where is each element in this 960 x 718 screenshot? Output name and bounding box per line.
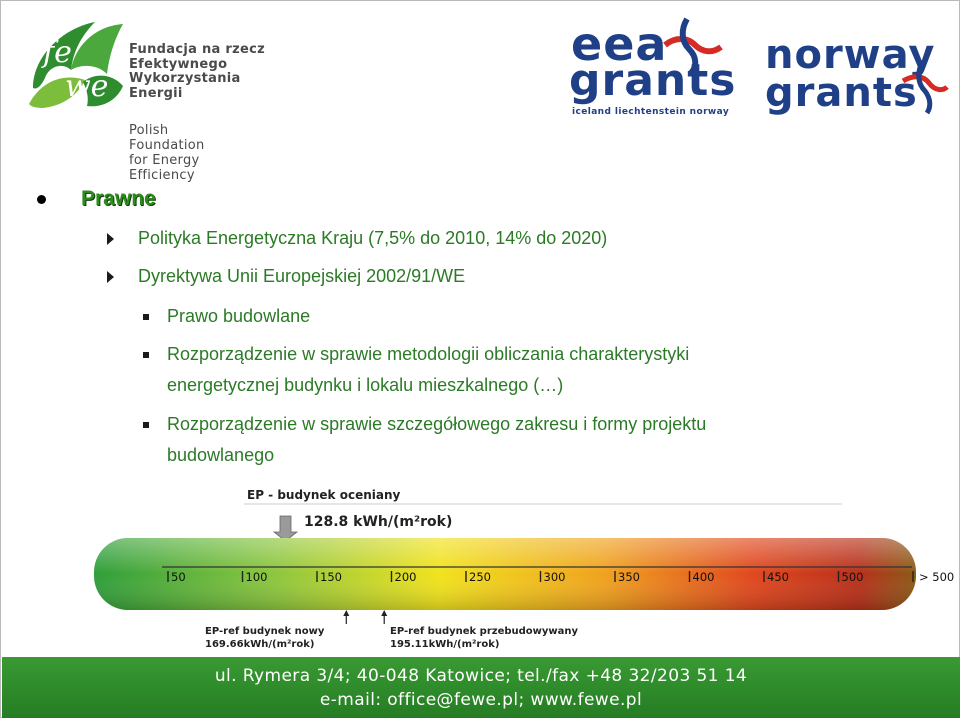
ep-tick-label: > 500 (919, 570, 955, 584)
list-item-text: Dyrektywa Unii Europejskiej 2002/91/WE (138, 266, 466, 286)
ep-ref-rebuilt-label: EP-ref budynek przebudowywany (390, 626, 579, 637)
svg-text:we: we (65, 69, 109, 104)
ep-tick-label: 500 (841, 570, 864, 584)
fewe-name-pl (129, 43, 265, 101)
arrow-bullet-icon (107, 233, 114, 245)
list-item-text: Polityka Energetyczna Kraju (7,5% do 2010, 14% do 2020) (138, 228, 608, 248)
ep-tick-label: 50 (171, 570, 186, 584)
ep-ref-arrowhead-icon (381, 610, 387, 616)
ep-scale-graphic (82, 488, 955, 657)
square-bullet-icon (143, 352, 149, 358)
footer-contact: e-mail: office@fewe.pl; www.fewe.pl (319, 690, 643, 710)
ep-title: EP - budynek oceniany (247, 488, 401, 502)
eea-grants-word: grants (569, 55, 737, 106)
ep-scale-bar-shade (94, 538, 916, 610)
bullet-icon (37, 195, 46, 204)
footer-address: ul. Rymera 3/4; 40-048 Katowice; tel./fax +48 32/203 51 14 (214, 666, 748, 686)
fewe-logo-icon (23, 16, 128, 111)
sub-list-item-text: energetycznej budynku i lokalu mieszkalnego (…) (167, 375, 564, 395)
ep-tick-label: 100 (245, 570, 268, 584)
norway-swoosh-icon (901, 59, 949, 115)
square-bullet-icon (143, 314, 149, 320)
ep-tick-label: 400 (692, 570, 715, 584)
list-item (107, 228, 607, 249)
ep-value-marker-icon (274, 516, 297, 541)
heading-row (37, 187, 156, 211)
fewe-name-en-line: Efficiency (129, 168, 195, 183)
fewe-name-pl-line: Efektywnego (129, 56, 228, 72)
ep-value-label: 128.8 kWh/(m²rok) (304, 514, 453, 530)
sub-list-item (143, 339, 689, 401)
eea-swoosh-icon (661, 15, 723, 75)
ep-ref-new-label: EP-ref budynek nowy (205, 626, 325, 637)
ep-tick-label: 300 (543, 570, 566, 584)
norway-grants-word: grants (765, 70, 918, 116)
slide-heading: Prawne (81, 187, 156, 210)
ep-tick-label: 250 (469, 570, 491, 584)
ep-tick-label: 150 (320, 570, 342, 584)
fewe-name-en-line: Polish (129, 123, 169, 138)
square-bullet-icon (143, 422, 149, 428)
sub-list-item-text: Prawo budowlane (167, 306, 311, 326)
svg-text:fe: fe (43, 35, 72, 70)
fewe-name-en-line: for Energy (129, 153, 200, 168)
sub-list-item (143, 301, 310, 332)
sub-list-item (143, 409, 706, 471)
ep-ref-arrowhead-icon (343, 610, 349, 616)
eea-subtitle: iceland liechtenstein norway (572, 107, 730, 117)
norway-word: norway (765, 32, 936, 78)
fewe-name-pl-line: Fundacja na rzecz (129, 42, 266, 57)
list-item (107, 266, 465, 287)
ep-ref-new-value: 169.66kWh/(m²rok) (205, 639, 315, 650)
footer (2, 657, 960, 718)
fewe-name-en (129, 123, 205, 183)
fewe-name-pl-line: Wykorzystania (129, 71, 241, 86)
sub-list-item-text: budowlanego (167, 445, 275, 465)
ep-ref-rebuilt-value: 195.11kWh/(m²rok) (390, 639, 500, 650)
fewe-name-pl-line: Energii (129, 85, 183, 101)
sub-list-item-text: Rozporządzenie w sprawie metodologii obliczania charakterystyki (167, 344, 690, 364)
ep-scale-svg (82, 488, 955, 657)
arrow-bullet-icon (107, 271, 114, 283)
ep-reference-markers (343, 610, 387, 624)
ep-tick-label: 450 (767, 570, 789, 584)
ep-tick-label: 200 (394, 570, 417, 584)
ep-tick-label: 350 (618, 570, 640, 584)
sub-list-item-text: Rozporządzenie w sprawie szczegółowego zakresu i formy projektu (167, 414, 707, 434)
fewe-name-en-line: Foundation (129, 138, 205, 153)
eea-word: eea (571, 17, 668, 71)
